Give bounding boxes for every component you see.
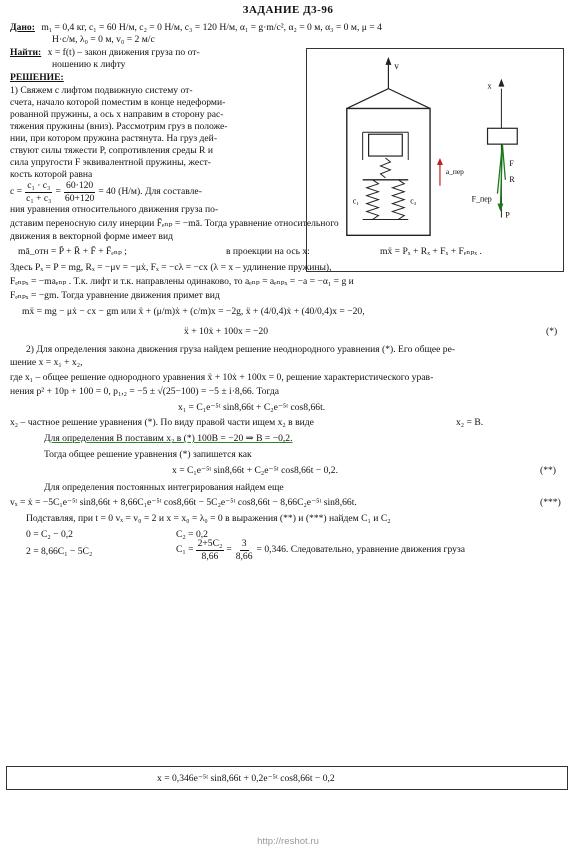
para2-line: движения в векторной форме имеет вид (10, 231, 173, 242)
para2-line: дставим переносную силу инерции F̄ₑₙₚ = −mā. Тогда уравнение относительного (10, 218, 339, 229)
para1-line: кость которой равна (10, 169, 93, 180)
where-line: Fₑₙₚₓ = −maₑₙₚ . Т.к. лифт и т.к. направлены одинаково, то aₑₙₚ = aₑₙₚₓ = −a = −α₁ = g и (10, 276, 354, 287)
label-aper: a_пер (445, 166, 464, 176)
ode-tag: (*) (546, 326, 558, 337)
homogeneous-solution: x₁ = C₁e⁻⁵ᵗ sin8,66t + C₂e⁻⁵ᵗ cos8,66t. (178, 402, 326, 413)
answer-box (6, 766, 568, 790)
label-c1: c₁ (352, 196, 360, 206)
system-eq: 0 = C₂ − 0,2 (26, 529, 73, 540)
particular-form: x₂ = B. (456, 417, 484, 428)
para1-line: сила упругости F эквивалентной пружины, жест- (10, 157, 211, 168)
find-label: Найти: (10, 47, 42, 58)
para3-line: где x₁ – общее решение однородного уравнения ẍ + 10ẋ + 100x = 0, решение характеристического урав- (10, 372, 434, 383)
fraction-denominator: 60+120 (64, 192, 95, 204)
fraction-numerator: c₁ · c₃ (27, 180, 51, 191)
roof-left (347, 89, 389, 109)
velocity-equation: vₓ = ẋ = −5C₁e⁻⁵ᵗ sin8,66t + 8,66C₁e⁻⁵ᵗ cos8,66t − 5C₂e⁻⁵ᵗ cos8,66t − 8,66C₂e⁻⁵ᵗ sin8,66t. (10, 497, 357, 508)
force-arrowhead (497, 204, 503, 212)
para1-line: тяжения пружины (вниз). Рассмотрим груз в положе- (10, 121, 228, 132)
fraction (63, 180, 96, 204)
para1-line: 1) Свяжем с лифтом подвижную систему от- (10, 85, 193, 96)
given-line-1 (10, 22, 382, 34)
eq-text: = (55, 186, 61, 198)
footer-url: http://reshot.ru (257, 836, 319, 847)
fraction-denominator: c₁ + c₃ (26, 192, 52, 204)
para3-line: 2) Для определения закона движения груза найдем решение неоднородного уравнения (*). Его общее ре- (26, 344, 456, 355)
stiffness-equation (10, 180, 202, 204)
para2-line: ния уравнения относительного движения груза по- (10, 204, 219, 215)
para5-line (44, 433, 293, 445)
para7-line: Для определения постоянных интегрирования найдем еще (44, 482, 284, 493)
fbd-body (488, 128, 518, 144)
elevator-diagram (306, 48, 564, 272)
para3-line: шение x = x₁ + x₂, (10, 357, 83, 368)
where-line: Fₑₙₚₓ = −gm. Тогда уравнение движения примет вид (10, 290, 220, 301)
roof-right (388, 89, 430, 109)
given-text-1: m₁ = 0,4 кг, c₁ = 60 Н/м, c₂ = 0 Н/м, c₃ = 120 Н/м, α₁ = g·m/c², α₂ = 0 м, α₃ = 0 м, μ = 4 (41, 22, 382, 33)
given-label: Дано: (10, 22, 35, 33)
x-axis-arrowhead (498, 79, 504, 87)
eq-text: = (226, 544, 232, 556)
elevator-cab (347, 108, 430, 235)
para6-line: Тогда общее решение уравнения (*) запишется как (44, 449, 252, 460)
fraction-numerator: 60·120 (66, 180, 94, 191)
system-eq: C₂ = 0,2 (176, 529, 208, 540)
eq-text: c = (10, 186, 23, 198)
vector-equation: mā_отн = P̄ + R̄ + F̄ + F̄ₑₙₚ ; (18, 246, 127, 257)
fraction (196, 538, 225, 562)
label-R: R (509, 174, 515, 184)
projection-label: в проекции на ось x: (226, 246, 310, 257)
find-line-1 (10, 47, 200, 59)
label-F: F (509, 158, 514, 168)
constant-c1 (176, 538, 465, 562)
label-P: P (505, 210, 510, 220)
eq-text: = 40 (Н/м). Для составле- (98, 186, 202, 198)
para5-text: Для определения B поставим x₂ в (*) 100B = −20 ⇒ B = −0,2. (44, 433, 293, 444)
system-eq: 2 = 8,66C₁ − 5C₂ (26, 546, 93, 557)
where-line: Здесь Pₓ = P = mg, Rₓ = −μv = −μẋ, Fₓ = −cλ = −cx (λ = x – удлинение пружины), (10, 262, 332, 273)
diagram-svg (307, 49, 563, 271)
arrow-up (385, 57, 391, 65)
fraction-numerator: 3 (241, 538, 247, 549)
solution-label: РЕШЕНИЕ: (10, 72, 64, 83)
label-Fper: F_пер (471, 194, 492, 204)
spring-c1 (367, 180, 379, 220)
para1-line: ствуют силы тяжести P, сопротивления среды R и (10, 145, 213, 156)
fraction-numerator: 2+5C₂ (197, 538, 223, 549)
label-v: v (394, 60, 399, 71)
para1-line: рованной пружины, а ось x направим в сторону рас- (10, 109, 224, 120)
ode-equation: mẍ = mg − μẋ − cx − gm или ẍ + (μ/m)ẋ + (c/m)x = −2g, ẍ + (4/0,4)ẋ + (40/0,4)x = −20, (22, 306, 365, 317)
para1-line: счета, начало которой поместим в конце недеформи- (10, 97, 226, 108)
label-c3: c₃ (410, 196, 417, 206)
page-title: ЗАДАНИЕ Д3-96 (242, 4, 334, 16)
para3-line: нения p² + 10p + 100 = 0, p₁,₂ = −5 ± √(25−100) = −5 ± i·8,66. Тогда (10, 386, 280, 397)
fraction (234, 538, 255, 562)
para4-line: x₂ – частное решение уравнения (*). По виду правой части ищем x₂ в виде (10, 417, 314, 428)
spring-middle (380, 158, 390, 178)
eq-text: C₁ = (176, 544, 194, 556)
load-block (369, 134, 403, 156)
ode-final: ẍ + 10ẋ + 100x = −20 (184, 326, 269, 337)
label-x: x (487, 81, 492, 91)
projection-equation: mẍ = Pₓ + Rₓ + Fₓ + Fₑₙₚₓ . (380, 246, 482, 257)
eq-text: = 0,346. Следовательно, уравнение движения груза (256, 544, 466, 556)
para1-line: нии, при котором пружина растянута. На груз дей- (10, 133, 218, 144)
velocity-tag: (***) (540, 497, 561, 508)
given-text-2: Н·с/м, λ₀ = 0 м, v₀ = 2 м/с (52, 34, 155, 45)
para8-line: Подставляя, при t = 0 vₓ = v₀ = 2 и x = x₀ = λ₀ = 0 в выражения (**) и (***) найдем C₁ и C₂ (26, 513, 391, 524)
acceleration-arrowhead (437, 158, 443, 165)
general-solution: x = C₁e⁻⁵ᵗ sin8,66t + C₂e⁻⁵ᵗ cos8,66t − 0,2. (172, 465, 338, 476)
find-text-1: x = f(t) – закон движения груза по от- (47, 47, 200, 58)
find-text-2: ношению к лифту (52, 59, 126, 70)
answer-equation: x = 0,346e⁻⁵ᵗ sin8,66t + 0,2e⁻⁵ᵗ cos8,66t − 0,2 (157, 773, 335, 784)
fraction-denominator: 8,66 (201, 550, 219, 562)
general-solution-tag: (**) (540, 465, 556, 476)
spring-c3 (392, 180, 404, 220)
fraction-denominator: 8,66 (235, 550, 253, 562)
fraction (24, 180, 53, 204)
